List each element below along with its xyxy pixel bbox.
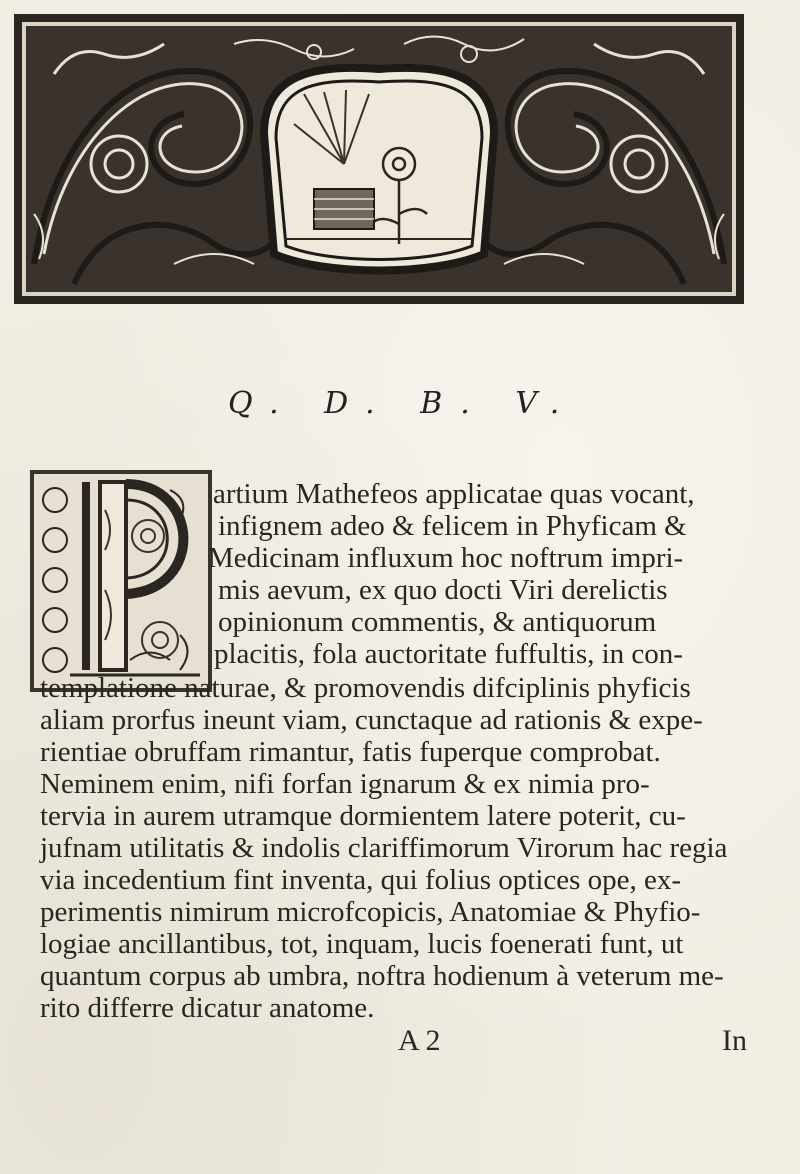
signature-mark: A 2 (398, 1024, 441, 1057)
text-line-9: rientiae obruffam rimantur, fatis fuperque comprobat. (40, 736, 661, 768)
text-line-2: infignem adeo & felicem in Phyficam & (218, 510, 687, 542)
text-line-7: templatione naturae, & promovendis difciplinis phyficis (40, 672, 691, 704)
text-line-8: aliam prorfus ineunt viam, cunctaque ad rationis & expe- (40, 704, 703, 736)
text-line-11: tervia in aurem utramque dormientem latere poterit, cu- (40, 800, 686, 832)
text-line-17: rito differre dicatur anatome. (40, 992, 375, 1024)
text-line-13: via incedentium fint inventa, qui folius optices ope, ex- (40, 864, 682, 896)
invocation-heading: Q. D. B. V. (228, 386, 578, 421)
text-line-5: opinionum commentis, & antiquorum (218, 606, 657, 638)
text-line-15: logiae ancillantibus, tot, inquam, lucis foenerati funt, ut (40, 928, 684, 960)
text-line-10: Neminem enim, nifi forfan ignarum & ex nimia pro- (40, 768, 650, 800)
text-line-1: artium Mathefeos applicatae quas vocant, (213, 478, 695, 510)
text-line-12: jufnam utilitatis & indolis clariffimorum Virorum hac regia (40, 832, 728, 864)
headpiece-ornament-image (14, 14, 744, 304)
text-line-6: placitis, fola auctoritate fuffultis, in con- (214, 638, 683, 670)
text-line-14: perimentis nimirum microfcopicis, Anatomiae & Phyfio- (40, 896, 701, 928)
text-line-4: mis aevum, ex quo docti Viri derelictis (218, 574, 668, 606)
text-line-3: Medicinam influxum hoc noftrum impri- (208, 542, 684, 574)
text-line-16: quantum corpus ab umbra, noftra hodienum à veterum me- (40, 960, 724, 992)
catchword: In (722, 1024, 747, 1057)
decorated-initial-image (30, 470, 212, 692)
